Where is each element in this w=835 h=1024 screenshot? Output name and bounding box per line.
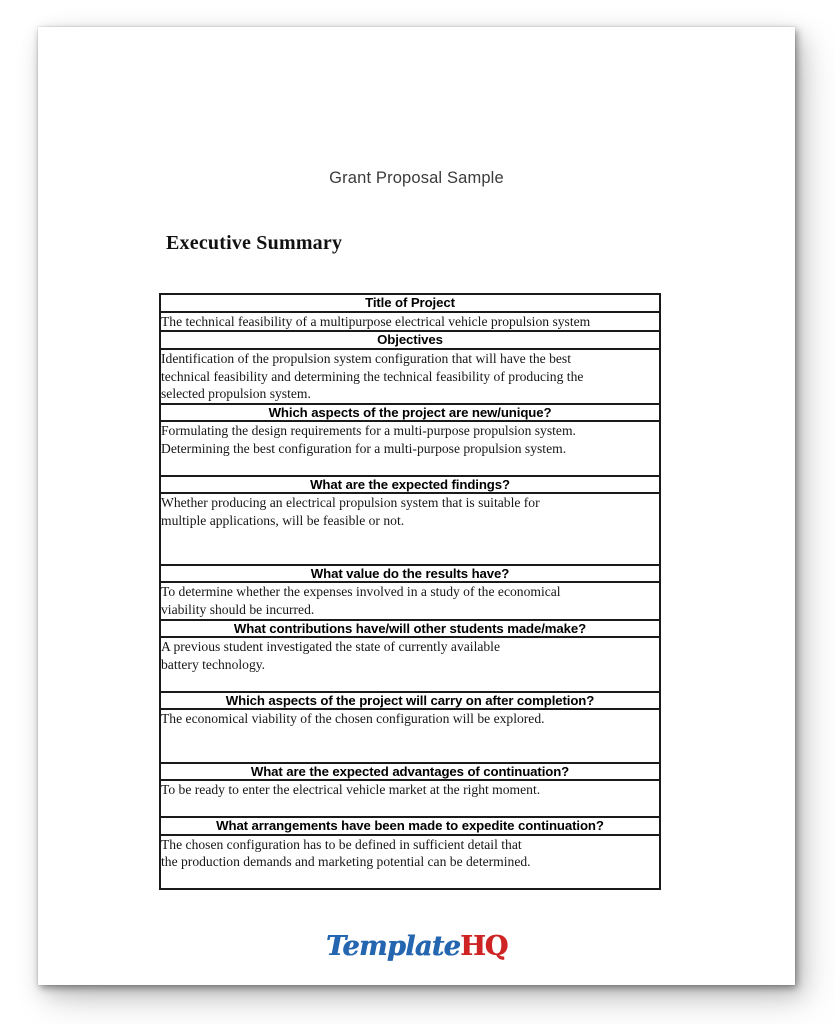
table-row-answer	[160, 709, 660, 763]
question-header-cell: Which aspects of the project will carry on after completion?	[160, 692, 660, 710]
answer-line: Whether producing an electrical propulsion system that is suitable for	[161, 495, 540, 511]
table-row-question	[160, 331, 660, 349]
table-row-question	[160, 404, 660, 422]
answer-cell	[160, 709, 660, 763]
answer-cell	[160, 582, 660, 619]
table-row-question	[160, 294, 660, 312]
answer-line: selected propulsion system.	[161, 386, 311, 402]
answer-line: A previous student investigated the state of currently available	[161, 639, 500, 655]
table-row-answer	[160, 349, 660, 404]
question-header-cell: What contributions have/will other students made/make?	[160, 620, 660, 638]
answer-cell	[160, 637, 660, 691]
answer-line: The economical viability of the chosen configuration will be explored.	[161, 711, 545, 727]
logo-text-hq: HQ	[460, 931, 508, 962]
answer-line: The chosen configuration has to be defined in sufficient detail that	[161, 836, 522, 852]
question-header-cell: What arrangements have been made to expedite continuation?	[160, 817, 660, 835]
answer-line: The technical feasibility of a multipurpose electrical vehicle propulsion system	[161, 313, 591, 329]
question-header-cell: Which aspects of the project are new/unique?	[160, 404, 660, 422]
table-row-answer	[160, 493, 660, 564]
executive-summary-table-body	[160, 294, 660, 889]
page-title: Grant Proposal Sample	[329, 169, 504, 187]
document-page	[38, 27, 795, 985]
answer-line: Identification of the propulsion system configuration that will have the best	[161, 350, 571, 366]
table-row-question	[160, 817, 660, 835]
templatehq-logo	[38, 933, 795, 960]
question-header-cell: What are the expected findings?	[160, 476, 660, 494]
table-row-answer	[160, 780, 660, 817]
table-row-answer	[160, 582, 660, 619]
answer-cell	[160, 780, 660, 817]
answer-blank-line	[161, 871, 659, 888]
table-row-answer	[160, 835, 660, 889]
table-row-question	[160, 476, 660, 494]
answer-blank-line	[161, 530, 659, 547]
answer-blank-line	[161, 745, 659, 762]
answer-line: the production demands and marketing potential can be determined.	[161, 854, 531, 870]
answer-blank-line	[161, 799, 659, 816]
answer-line: battery technology.	[161, 656, 266, 672]
answer-line: multiple applications, will be feasible or not.	[161, 513, 405, 529]
answer-line: Formulating the design requirements for a multi-purpose propulsion system.	[161, 423, 576, 439]
answer-blank-line	[161, 458, 659, 475]
answer-blank-line	[161, 547, 659, 564]
answer-line: viability should be incurred.	[161, 601, 315, 617]
answer-line: To be ready to enter the electrical vehicle market at the right moment.	[161, 782, 541, 798]
table-row-answer	[160, 637, 660, 691]
answer-cell	[160, 835, 660, 889]
question-header-cell: What are the expected advantages of continuation?	[160, 763, 660, 781]
table-row-question	[160, 620, 660, 638]
question-header-cell: Objectives	[160, 331, 660, 349]
logo-text-template: Template	[325, 931, 461, 962]
table-row-answer	[160, 421, 660, 475]
question-header-cell: What value do the results have?	[160, 565, 660, 583]
answer-cell	[160, 349, 660, 404]
section-heading-executive-summary: Executive Summary	[166, 232, 343, 254]
answer-cell	[160, 421, 660, 475]
answer-cell	[160, 493, 660, 564]
answer-line: technical feasibility and determining the technical feasibility of producing the	[161, 368, 584, 384]
table-row-question	[160, 565, 660, 583]
table-row-question	[160, 763, 660, 781]
question-header-cell: Title of Project	[160, 294, 660, 312]
table-row-answer	[160, 312, 660, 332]
answer-cell	[160, 312, 660, 332]
executive-summary-table	[159, 293, 661, 890]
table-row-question	[160, 692, 660, 710]
answer-blank-line	[161, 728, 659, 745]
answer-line: To determine whether the expenses involved in a study of the economical	[161, 584, 561, 600]
answer-blank-line	[161, 674, 659, 691]
answer-line: Determining the best configuration for a multi-purpose propulsion system.	[161, 441, 567, 457]
